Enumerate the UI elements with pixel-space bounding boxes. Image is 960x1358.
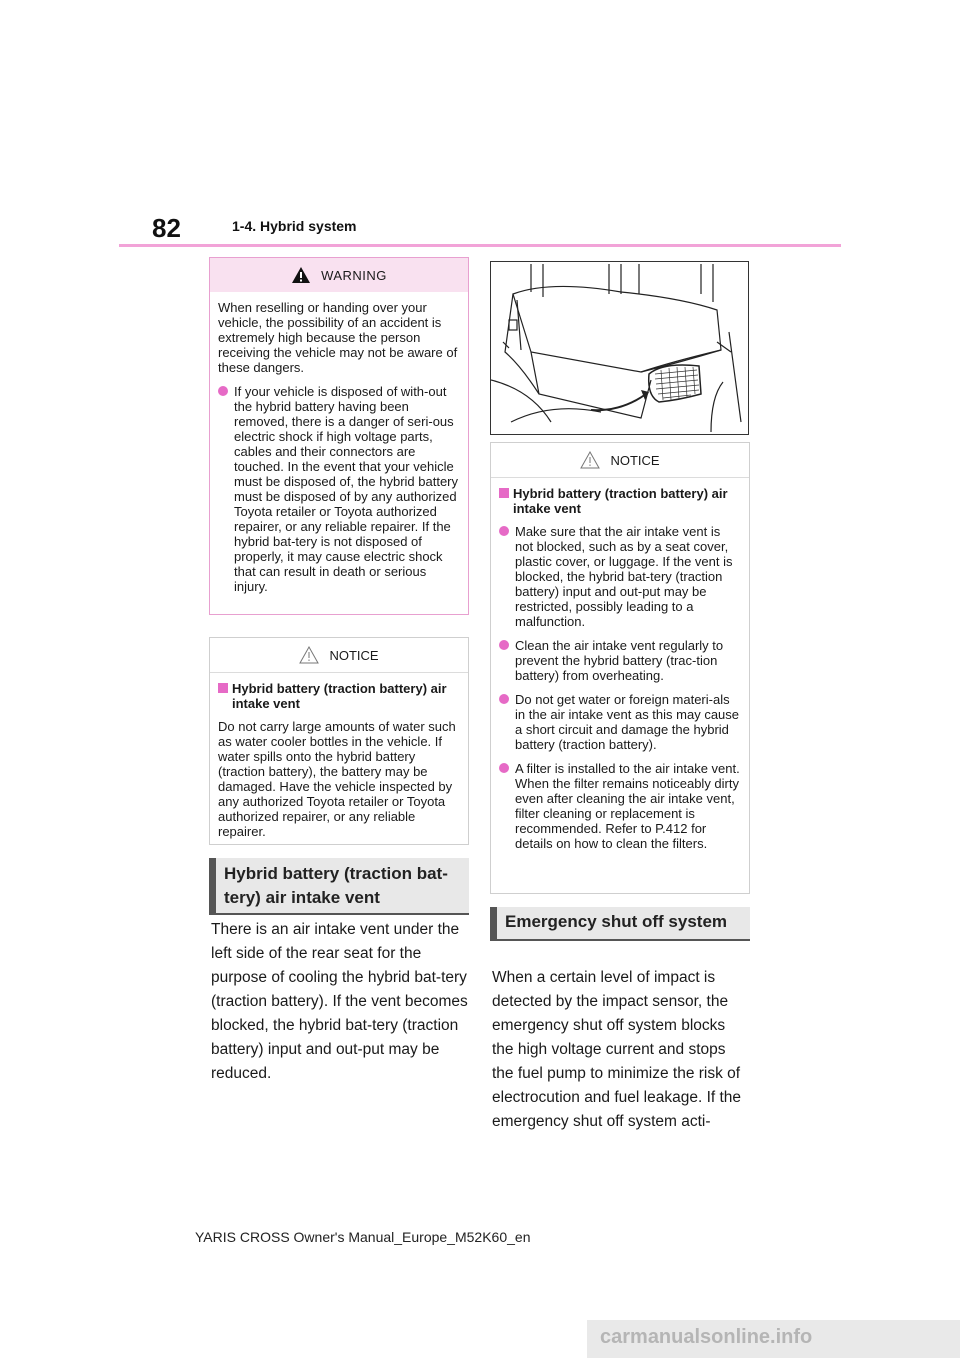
warning-bullet-text: If your vehicle is disposed of with-out the hybrid battery having been removed, there is a danger of seri-ous electric shock if high voltage parts, cables and their connectors are touched. In the event that your vehicle must be disposed of, the hybrid battery must be disposed of by any authorized Toyota retailer or Toyota authorized repairer, or any reliable repairer. If the hybrid bat-tery is not disposed of properly, it may cause electric shock that can result in death or serious injury. [234,384,459,594]
notice-bullet [499,524,741,629]
notice-bullet [499,638,741,683]
bullet-dot-icon [218,386,228,396]
notice-triangle-icon [580,451,600,469]
warning-title: WARNING [321,267,387,283]
manual-footer: YARIS CROSS Owner's Manual_Europe_M52K60_en [195,1229,531,1245]
header-rule [119,244,841,247]
notice-subheading-right [499,486,741,516]
section-heading-emergency: Emergency shut off system [490,907,750,941]
notice-bullet [499,692,741,752]
notice-header-left [210,638,468,673]
warning-bullet [218,384,460,594]
bullet-dot-icon [499,526,509,536]
notice-bullet-text: Clean the air intake vent regularly to prevent the hybrid battery (trac-tion battery) from overheating. [515,638,724,683]
notice-subheading-left-text: Hybrid battery (traction battery) air intake vent [232,681,447,711]
bullet-dot-icon [499,694,509,704]
notice-bullet-text: A filter is installed to the air intake vent. When the filter remains noticeably dirty even after cleaning the air intake vent, filter cleaning or replacement is recommended. Refer to P.412 for details on how to clean the filters. [515,761,740,851]
notice-subheading-left [218,681,460,711]
notice-box-right [490,442,750,894]
section-heading-intake-line1: Hybrid battery (traction bat- [224,864,448,883]
section-heading-intake [209,858,469,915]
notice-title-right: NOTICE [610,452,660,468]
emergency-body-text: When a certain level of impact is detected by the impact sensor, the emergency shut off system blocks the high voltage current and stops the fuel pump to minimize the risk of electrocution and fuel leakage. If the emergency shut off system acti- [492,969,742,1130]
notice-subheading-right-text: Hybrid battery (traction battery) air intake vent [513,486,728,516]
notice-text-left: Do not carry large amounts of water such as water cooler bottles in the vehicle. If water spills onto the hybrid battery (traction battery), the battery may be damaged. Have the vehicle inspected by any authorized Toyota retailer or Toyota authorized repairer, or any reliable repairer. [218,719,456,839]
warning-header [210,258,468,292]
warning-intro: When reselling or handing over your vehicle, the possibility of an accident is extremely high because the person receiving the vehicle may not be aware of these dangers. [218,300,458,375]
square-bullet-icon [499,488,509,498]
watermark-brand: carmanualsonline.info [600,1326,813,1348]
notice-triangle-icon [299,646,319,664]
bullet-dot-icon [499,640,509,650]
section-heading-intake-line2: tery) air intake vent [224,888,380,907]
notice-bullet [499,761,741,851]
notice-title-left: NOTICE [329,647,379,663]
page-number: 82 [152,213,181,243]
bullet-dot-icon [499,763,509,773]
notice-header-right [491,443,749,478]
notice-bullet-text: Do not get water or foreign materi-als in the air intake vent as this may cause a short circuit and damage the hybrid battery (traction battery). [515,692,740,752]
warning-triangle-icon [291,266,311,284]
rear-seat-air-vent-illustration [490,261,749,435]
square-bullet-icon [218,683,228,693]
warning-box [209,257,469,615]
notice-box-left [209,637,469,845]
notice-bullet-text: Make sure that the air intake vent is not blocked, such as by a seat cover, plastic cover, or luggage. If the vent is blocked, the hybrid bat-tery (traction battery) input and out-put may be restricted, possibly leading to a malfunction. [515,524,733,629]
intake-body-text: There is an air intake vent under the left side of the rear seat for the purpose of cooling the hybrid bat-tery (traction battery). If the vent becomes blocked, the hybrid bat-tery (traction battery) input and out-put may be reduced. [211,921,468,1082]
section-title: 1-4. Hybrid system [232,218,357,234]
